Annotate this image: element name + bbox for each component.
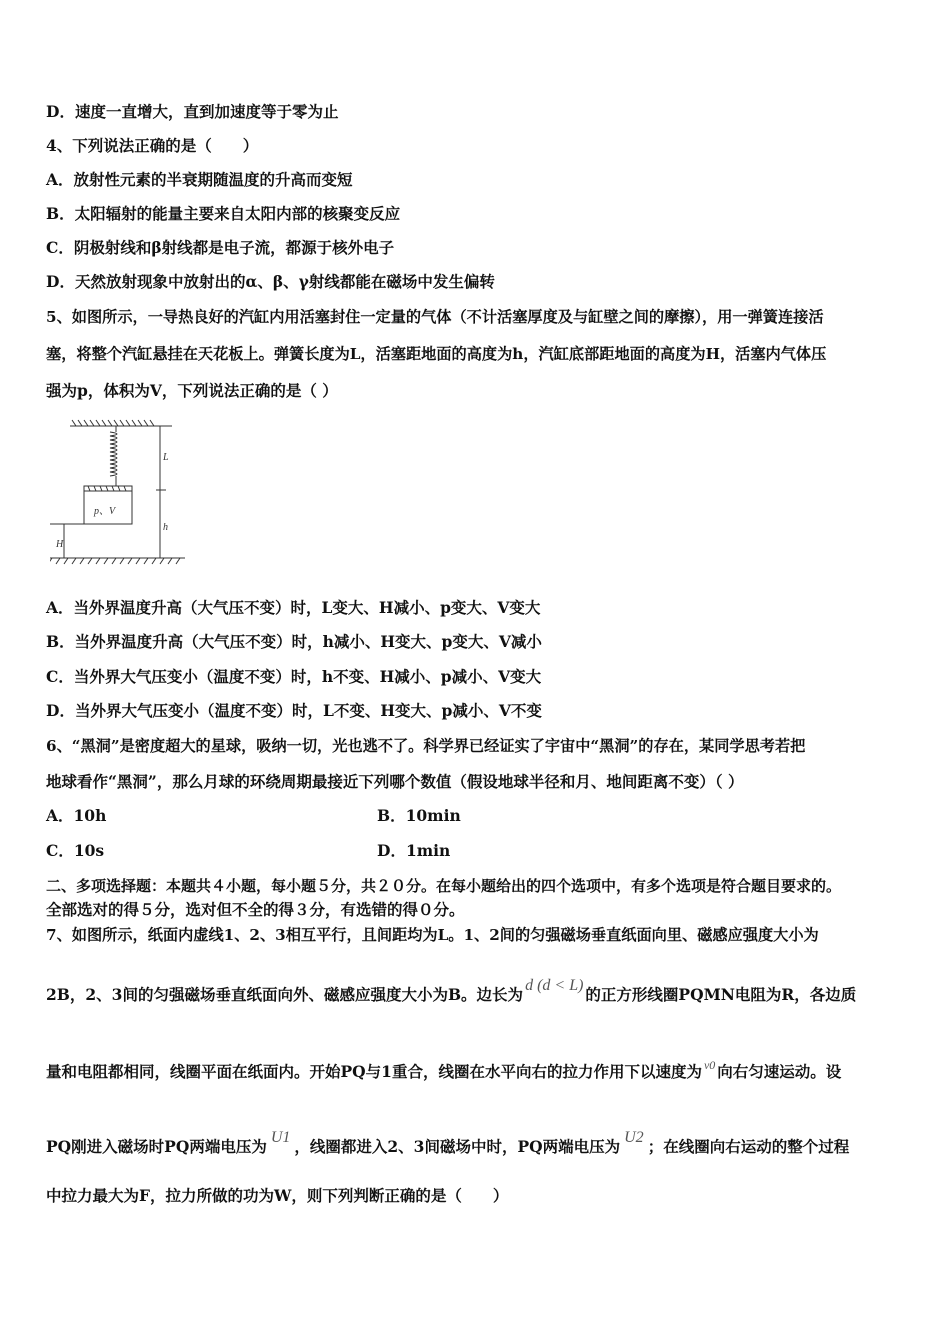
q7-line4-text-a: PQ刚进入磁场时PQ两端电压为 (46, 1137, 267, 1156)
label-H: H (56, 539, 64, 550)
math-u2: U2 (624, 1129, 644, 1146)
q4-stem: 4、下列说法正确的是（ ） (46, 136, 259, 155)
q4-option-a: A．放射性元素的半衰期随温度的升高而变短 (46, 170, 353, 189)
q7-line4-text-b: ，线圈都进入2、3间磁场中时，PQ两端电压为 (294, 1137, 621, 1156)
section-2-heading-line2: 全部选对的得５分，选对但不全的得３分，有选错的得０分。 (46, 900, 465, 919)
q7-line2-text-b: 的正方形线圈PQMN电阻为R，各边质 (585, 985, 857, 1004)
q7-line3-text-b: 向右匀速运动。设 (717, 1062, 842, 1081)
q5-option-c: C．当外界大气压变小（温度不变）时，h不变、H减小、p减小、V变大 (46, 667, 542, 686)
q7-line1: 7、如图所示，纸面内虚线1、2、3相互平行，且间距均为L。1、2间的匀强磁场垂直纸面向里、磁感应强度大小为 (46, 926, 819, 944)
label-h: h (163, 522, 168, 533)
q7-line4-text-c: ；在线圈向右运动的整个过程 (647, 1137, 850, 1156)
cylinder-spring-figure (50, 418, 200, 568)
math-v0: v0 (703, 1058, 716, 1072)
math-d: d (d < L) (525, 977, 584, 994)
q6-option-a: A．10h (46, 806, 107, 825)
q4-option-b: B．太阳辐射的能量主要来自太阳内部的核聚变反应 (46, 204, 401, 223)
q7-line2-text-a: 2B，2、3间的匀强磁场垂直纸面向外、磁感应强度大小为B。边长为 (46, 985, 524, 1004)
q3-option-d: D．速度一直增大，直到加速度等于零为止 (46, 102, 339, 121)
q4-option-c: C．阴极射线和β射线都是电子流，都源于核外电子 (46, 238, 395, 257)
q7-line2 (46, 977, 857, 1006)
q6-option-c: C．10s (46, 841, 105, 860)
label-L: L (163, 452, 169, 463)
q5-stem-line3: 强为p，体积为V，下列说法正确的是（ ） (46, 381, 338, 400)
q5-option-d: D．当外界大气压变小（温度不变）时，L不变、H变大、p减小、V不变 (46, 701, 542, 720)
q5-option-b: B．当外界温度升高（大气压不变）时，h减小、H变大、p变大、V减小 (46, 632, 542, 651)
q5-stem-line2: 塞，将整个汽缸悬挂在天花板上。弹簧长度为L，活塞距地面的高度为h，汽缸底部距地面的高度为H，活塞内气体压 (46, 345, 827, 363)
q6-stem-line1: 6、“黑洞”是密度超大的星球，吸纳一切，光也逃不了。科学界已经证实了宇宙中“黑洞”的存在，某同学思考若把 (46, 737, 806, 755)
q7-line3-text-a: 量和电阻都相同，线圈平面在纸面内。开始PQ与1重合，线圈在水平向右的拉力作用下以速度为 (46, 1062, 702, 1081)
q6-option-d: D．1min (377, 841, 451, 860)
q6-stem-line2: 地球看作“黑洞”，那么月球的环绕周期最接近下列哪个数值（假设地球半径和月、地间距离不变）（ ） (46, 772, 744, 791)
q5-option-a: A．当外界温度升高（大气压不变）时，L变大、H减小、p变大、V变大 (46, 598, 541, 617)
q4-option-d: D．天然放射现象中放射出的α、β、γ射线都能在磁场中发生偏转 (46, 272, 495, 291)
q6-option-b: B．10min (377, 806, 461, 825)
section-2-heading-line1: 二、多项选择题：本题共４小题，每小题５分，共２０分。在每小题给出的四个选项中，有多个选项是符合题目要求的。 (46, 877, 842, 895)
q7-line5: 中拉力最大为F，拉力所做的功为W，则下列判断正确的是（ ） (46, 1186, 509, 1205)
q7-line4 (46, 1129, 850, 1158)
label-pV: p、V (94, 506, 116, 517)
q7-line3 (46, 1058, 842, 1083)
q5-stem-line1: 5、如图所示，一导热良好的汽缸内用活塞封住一定量的气体（不计活塞厚度及与缸壁之间的摩擦），用一弹簧连接活 (46, 308, 824, 326)
math-u1: U1 (270, 1129, 291, 1146)
